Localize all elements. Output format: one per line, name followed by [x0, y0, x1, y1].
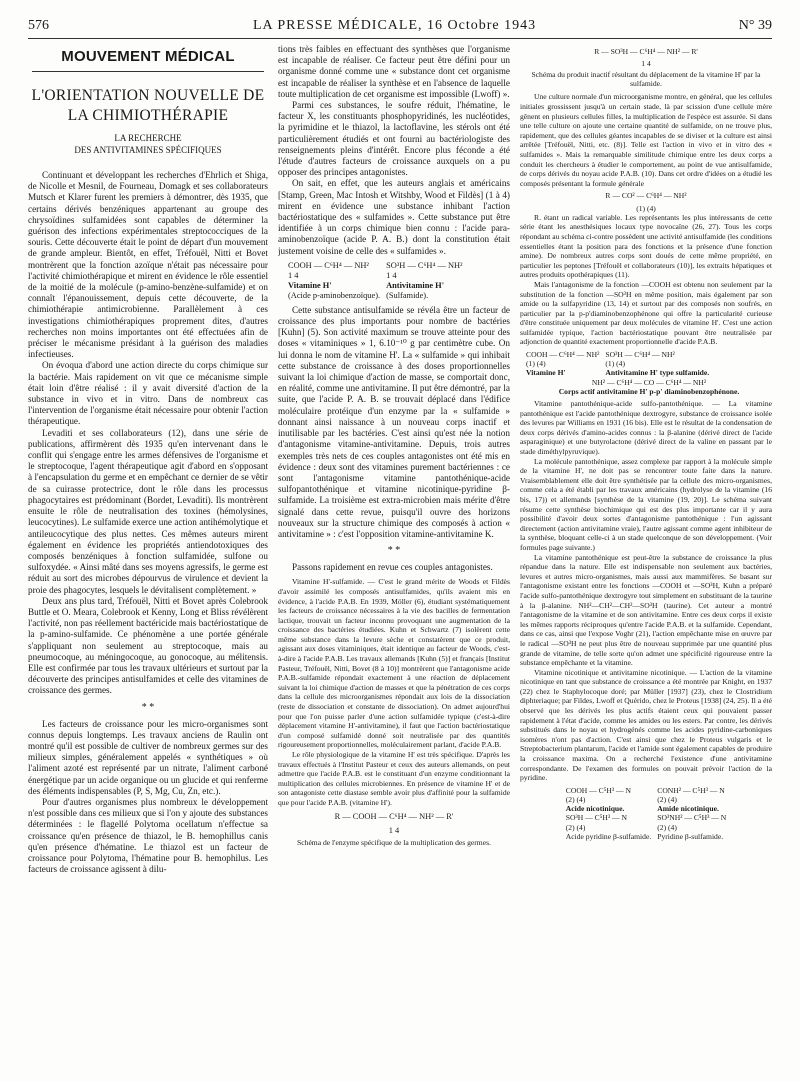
running-header — [28, 18, 772, 38]
formula: COOH — C⁵H³ — N — [565, 785, 632, 795]
formula-block — [288, 261, 510, 301]
header-rule — [28, 38, 772, 39]
formula-block — [526, 786, 772, 841]
formula: SO³NH² — C⁵H³ — N — [657, 813, 727, 823]
formula-index: (1) (4) — [526, 359, 546, 369]
formula: SO³H — C⁵H³ — N — [565, 813, 627, 823]
paragraph: Levaditi et ses collaborateurs (12), dans une série de publications, affirmèrent dès 1935 qu'en intervenant dans le conflit qui s'engage entre les armes défensives de l'organisme et le streptocoque, l'agent thérapeutique agit d'abord en s'opposant à l'encapsulation du germe et en empêchant ce dernier de se vêtir de sa cuirasse protectrice, dont le rôle dans les processus phagocytaires est prédominant (Bordet, Levaditi). Ils montrèrent ensuite le rôle de neutralisation des toxines (hémolysines, leucocytines). Le sulfamide exerce une action antihémolytique et antileucocytique des plus nettes. Ces mêmes auteurs mirent également en évidence les propriétés antiendotoxiques des composés benzéniques à fonction sulfamidée, sulfone ou sulfoxydée. « Ainsi mâté dans ses moyens agressifs, le germe est réduit au sort des microbes dépourvus de virulence et devient la proie des phagocytes, lesquels le dévitalisent complètement. » — [28, 427, 268, 595]
paragraph: Les facteurs de croissance pour les micro-organismes sont connus depuis longtemps. Les travaux anciens de Raulin ont montré qu'il est possible de cultiver de nombreux germes sur des milieux simples, généralement appelés « synthétiques » où l'aliment azoté est représenté par un nitrate, l'aliment carboné énergétique par un acide organique ou un glucide et qui renferme des éléments indispensables (P, S, Mg, Cu, Zn, etc.). — [28, 718, 268, 796]
formula-label: Vitamine H' — [288, 280, 332, 290]
formula-index: (2) (4) — [657, 795, 677, 805]
formula: SO³H — C⁶H⁴ — NH² — [605, 350, 675, 360]
paragraph: Vitamine nicotinique et antivitamine nicotinique. — L'action de la vitamine nicotinique en tant que substance de croissance a été montrée par Knight, en 1937 (22) chez le Staphylocoque doré; par Müller [1937] (23), chez le Clostridium diphteriaque; par Fildes, Lwoff et Quérido, chez le Proteus [1938] (24, 25). Il a été observé que les dérivés les plus actifs étaient ceux qui pouvaient passer rapidement à l'état d'acide, comme les amides ou les esters. Par contre, les dérivés substitués dans le noyau et hydrogénés comme les acides pyridine-carboniques isomères n'ont pas d'action. C'est ainsi que chez le Proteus vulgaris et le Streptobacterium plantarum, l'acide et l'amide sont également capables de produire la croissance maxima. On a recherché l'existence d'une antivitamine correspondante. De l'examen des formules on pouvait prévoir l'action de la pyridine. — [520, 667, 772, 783]
page-number: 576 — [28, 18, 49, 33]
formula-label: Corps actif antivitamine H' p-p' diaminobenzophénone. — [558, 386, 740, 396]
formula: NH² — C⁶H⁴ — CO — C⁶H⁴ — NH² — [591, 377, 707, 387]
section-separator: * * — [387, 545, 401, 557]
paragraph: Vitamine pantothénique-acide sulfo-pantothénique. — La vitamine pantothénique est l'acide pantothénique dextrogyre, substance de croissance isolée des levures par Williams en 1931 (16 bis). Elle est le résultat de la condensation de deux corps dérivés d'amino-acides connus : la β-alanine (dérivé direct de l'acide asparaginique) et une butyrolactone (dérivé direct de la valine en passant par le stade diméthylpyruvique). — [520, 399, 772, 457]
formula: R — CO² — C⁶H⁴ — NH² — [605, 191, 687, 201]
formula-label: Pyridine β-sulfamide. — [657, 831, 724, 841]
paragraph: Parmi ces substances, le soufre réduit, l'hématine, le facteur X, les constituants phosphopyridinés, les nucléotides, la pyrimidine et le thiazol, la lactoflavine, les stérols ont été particulièrement étudiés et ont fourni au bactériologiste des renseignements pleins d'intérêt. Encore plus féconde a été l'étude d'autres facteurs de croissance auxquels on a pu opposer des principes antagonistes. — [278, 100, 510, 178]
paragraph: Mais l'antagonisme de la fonction —COOH est obtenu non seulement par la substitution de la fonction —SO³H en même position, mais également par son amide ou la sulfapyridine (13, 14) et surtout par des composés non soufrés, en particulier par la p-p'diaminobenzophénone qui offre la particularité curieuse d'être constituée uniquement par deux molécules de vitamine H'. C'est une action sulfamidée typique, l'action bactériostatique pouvant être neutralisée par adjonction de quantité exactement proportionnelle d'acide P.A.B. — [520, 279, 772, 347]
paragraph: Continuant et développant les recherches d'Ehrlich et Shiga, de Nicolle et Mesnil, de Fourneau, Domagk et ses collaborateurs Mutsch et Klarer furent les premiers à démontrer, dès 1935, que certains dérivés benzéniques appartenant au groupe des chrysoïdines sulfamidées sont capables de déterminer la guérison des infections expérimentales streptococciques de la souris. Cette découverte était le point de départ d'un mouvement de grande ampleur. Bientôt, en effet, Tréfouël, Nitti et Bovet montrèrent que la fonction azoïque n'était pas nécessaire pour l'activité chimiothérapique et mirent en évidence le rôle essentiel de la moitié de la molécule (p-amino-benzène-sulfamide) et on connaît l'épanouissement, depuis cette découverte, de la chimiothérapie antimicrobienne. Parallèlement à ces investigations chimiothérapiques proprement dites, d'autres recherches non moins importantes ont été effectuées afin de préciser le mécanisme présidant à la guérison des maladies infectieuses. — [28, 170, 268, 360]
formula: R — SO³H — C⁶H⁴ — NH² — R' — [594, 47, 698, 56]
formula-label: Vitamine H' — [526, 368, 566, 378]
paragraph: Le rôle physiologique de la vitamine H' est très spécifique. D'après les travaux effectués à l'Institut Pasteur et ceux des auteurs allemands, on peut admettre que l'acide P.A.B. est le constituant d'un enzyme conditionnant la multiplication des cellules microbiennes. En présence de vitamine H' et de son antagoniste cette diastase semble avoir plus d'affinité pour la sulfamide que pour l'acide P.A.B. (vitamine H'). — [278, 750, 510, 807]
formula-index: (2) (4) — [565, 795, 586, 805]
formula-block — [526, 350, 772, 396]
paragraph: La molécule pantothénique, assez complexe par rapport à la molécule simple de la vitamine H', ne doit pas se rencontrer toute faite dans la nature. Vraisemblablement elle doit être synthétisée par la cellule des micro-organismes, comme cela a été établi par les travaux américains (hydrolyse de la vitamine (16 bis, 17)) et allemands [synthèse de la vitamine (19, 20)]. Le schéma suivant résume cette synthèse biochimique qui est des plus importante car il y aura possibilité d'avoir deux sortes d'antagonisme pantothénique : l'un agissant directement (action antivitamine vraie), l'autre agissant comme agent inhibiteur de la synthèse, bloquant celle-ci à un stade quelconque de son développement. (Voir formules page suivante.) — [520, 456, 772, 552]
formula-caption: Schéma du produit inactif résultant du déplacement de la vitamine H' par la sulfamide. — [531, 70, 761, 89]
paragraph: Cette substance antisulfamide se révéla être un facteur de croissance des plus importants pour nombre de bactéries [Kuhn] (5). Son activité maximum se trouve atteinte pour des doses « vitaminiques » 1, 6.10⁻¹⁰ g par centimètre cube. On lui donna le nom de vitamine H'. La « sulfamide » qui inhibait cette substance de croissance à des doses proportionnelles suivant la loi chimique d'action de masse, se comportait donc, en réalité, comme une antivitamine. Il put être démontré, par la suite, que l'acide P. A. B. se trouvait déplacé dans l'édifice moléculaire protéique d'un enzyme par la « sulfamide » donnant ainsi naissance à un nouveau corps inactif et inutilisable par les bactéries. C'est ainsi qu'est née la notion d'antagonisme vitamine-antivitamine. Depuis, trois autres exemples très nets de ces couples antagonistes ont été mis en évidence : deux sont des vitamines purement bactériennes : ce sont l'antagonisme vitamine pantothénique-acide sulfopantothénique et vitamine nicotinique-pyridine β-sulfamide. La troisième est extra-microbien mais mérite d'être signalé dans cette revue, puisqu'il ouvre des horizons nouveaux sur la structure chimique des composés à action « antivitamine » : c'est l'opposition vitamine-antivitamine K. — [278, 304, 510, 539]
formula-index: (1) (4) — [636, 203, 656, 213]
paragraph: Deux ans plus tard, Tréfouël, Nitti et Bovet après Colebrook Buttle et O. Meara, Colebrook et Kenny, Long et Bliss révélèrent l'activité, non pas réellement bactéricide mais bactériostatique de la p-amino-sulfamide. Ce phénomène a une portée générale s'appliquant non seulement au streptocoque, mais au pneumocoque, au méningocoque, au gonocoque, au mélitensis. Elle est confirmée par tous les travaux ultérieurs et surtout par la découverte des principes antisulfamides et celle des vitamines de croissance des germes. — [28, 595, 268, 696]
formula-index: (1) (4) — [605, 359, 625, 369]
formula: R — COOH — C⁶H⁴ — NH² — R' — [334, 811, 454, 821]
journal-title: LA PRESSE MÉDICALE, 16 Octobre 1943 — [253, 18, 537, 33]
formula-index: 1 4 — [641, 59, 651, 69]
formula-label: (Sulfamide). — [386, 290, 429, 300]
formula-index: 1 4 — [388, 825, 400, 835]
paragraph: On évoqua d'abord une action directe du corps chimique sur la bactérie. Mais rapidement on vit que ce mécanisme simple était loin d'être réalisé : il y avait diversité d'action de la substance in vivo et in vitro. Dans de nombreux cas l'intervention de l'organisme était nécessaire pour obtenir l'action thérapeutique. — [28, 360, 268, 427]
column-1 — [28, 44, 268, 1076]
column-2 — [278, 44, 510, 1076]
formula-label: Acide nicotinique. — [565, 804, 625, 814]
paragraph: Passons rapidement en revue ces couples antagonistes. — [292, 562, 493, 573]
formula-label: Acide pyridine β-sulfamide. — [565, 831, 652, 841]
paragraph: On sait, en effet, que les auteurs anglais et américains [Stamp, Green, Mac Intosh et Witshby, Wood et Fildès] (1 à 4) mirent en évidence une substance inhibant l'action bactériostatique des « sulfamides ». Cette substance put être identifiée à un corps chimique bien connu : l'acide para-aminobenzoïque (acide P. A. B.) dont la constitution était justement voisine de celle des « sulfamides ». — [278, 178, 510, 256]
formula-caption: Schéma de l'enzyme spécifique de la multiplication des germes. — [297, 837, 491, 847]
column-3 — [520, 44, 772, 1076]
formula: CONH² — C⁵H³ — N — [657, 785, 725, 795]
formula: COOH — C⁶H⁴ — NH² — [288, 260, 369, 270]
formula-label: Antivitamine H' — [386, 280, 445, 290]
article-title: L'ORIENTATION NOUVELLE DE LA CHIMIOTHÉRAPIE — [31, 87, 265, 124]
article-subtitle-1: LA RECHERCHE — [114, 133, 182, 143]
formula-label: (Acide p-aminobenzoïque). — [288, 290, 381, 300]
formula-label: Amide nicotinique. — [657, 804, 719, 814]
formula: SO³H — C⁶H⁴ — NH² — [386, 260, 463, 270]
paragraph: Pour d'autres organismes plus nombreux le développement n'est possible dans ces milieux que si l'on y ajoute des substances déterminées : le flagellé Polytoma ocellatum n'effectue sa croissance qu'en présence de thiazol, le B. hemophillus canis qu'en présence d'hématine. Le thiazol est un facteur de croissance pour Polytoma, l'hématine pour B. hemophilus. Les facteurs de croissance agissent à dilu- — [28, 796, 268, 875]
section-separator: * * — [141, 701, 155, 713]
article-subtitle-2: DES ANTIVITAMINES SPÉCIFIQUES — [74, 145, 222, 155]
formula-index: 1 4 — [386, 270, 397, 280]
formula-index: (2) (4) — [565, 822, 586, 832]
paragraph: La vitamine pantothénique est peut-être la substance de croissance la plus répandue dans la nature. Elle est indispensable non seulement aux bactéries, levures et autres micro-organismes, mais aussi aux mammifères. Se basant sur l'antagonisme existant entre les fonctions —COOH et —SO³H, Kuhn a préparé l'acide sulfo-pantothénique dextrogyre tout simplement en substituant de la taurine à la β-alanine. NH²—CH²—CH²—SO³H (taurine). Cet auteur a montré l'antagonisme de la vitamine et de son antivitamine. Entre ces deux corps il existe les mêmes rapports réciproques qu'entre l'acide P.A.B. et la sulfamide. Cependant, dans ce cas, ainsi que l'expose Voghr (21), l'action empêchante mise en œuvre par le radical —SO³H ne peut plus être de nouveau supprimée par une quantité plus grande de vitamine, de telle sorte qu'on admet une spécificité rigoureuse entre la substance empêchante et la vitamine. — [520, 552, 772, 668]
formula-index: (2) (4) — [657, 822, 677, 832]
paragraph: R. étant un radical variable. Les représentants les plus intéressants de cette série étant les anesthésiques locaux type novocaïne (26, 27). Tous les corps répondant au schéma ci-contre possèdent une activité antisulfamide (les conditions essentielles étant la position para des fonctions et la présence d'une fonction amine). De nombreux autres corps sont doués de cette même propriété, en particulier les peptones [Tréfouël et collaborateurs (10)], les extraits hépatiques et autres produits opothérapiques (11). — [520, 212, 772, 280]
section-title: MOUVEMENT MÉDICAL — [61, 48, 235, 65]
paragraph: Vitamine H'-sulfamide. — C'est le grand mérite de Woods et Fildès d'avoir assimilé les composés antisulfamides, qu'ils avaient mis en évidence, à l'acide P.A.B. En 1939, Möller (6), étudiant systématiquement les facteurs de croissance nécessaires à la vie des bacilles de fermentation lactique, trouvait un facteur inconnu provoquant une augmentation de la croissance des bactéries étudiées. Kuhn et Schwartz (7) isolèrent cette même substance dans la levure sèche et constatèrent que ce produit, agissant aux doses vitaminiques, était identique au facteur de Woods, c'est-à-dire à l'acide P.A.B. Les travaux allemands [Kuhn (5)] et français [Institut Pasteur, Tréfouël, Nitti, Bovet (8 à 10)] montrèrent que l'antagonisme acide P.A.B.-sulfamide répondait exactement à une réaction de déplacement suivant la loi chimique d'action de masses et que la pénétration de ces corps dans la cellule des microorganismes répondait aux lois de la dissociation (reste de dissociation et constante de dissociation). On admet aujourd'hui pour que l'on puisse parler d'une action sulfamidée typique (c'est-à-dire déplacement vitamine H'-antivitamine), il faut que l'action bactériostatique d'un composé sulfamidé donné soit neutralisée par des quantités rigoureusement proportionnelles, moléculairement parlant, d'acide P.A.B. — [278, 577, 510, 750]
formula-index: 1 4 — [288, 270, 299, 280]
issue-number: N° 39 — [738, 18, 772, 33]
section-rule — [32, 71, 264, 72]
formula-label: Antivitamine H' type sulfamide. — [605, 368, 710, 378]
formula: COOH — C⁶H⁴ — NH² — [526, 350, 600, 360]
paragraph: tions très faibles en effectuant des synthèses que l'organisme est incapable de réaliser. Ce facteur peut être défini pour un organisme donné comme une « substance dont cet organisme est incapable de réaliser la synthèse et en l'absence de laquelle toute multiplication de cet organisme est impossible (Lwoff) ». — [278, 44, 510, 99]
paragraph: Une culture normale d'un microorganisme montre, en général, que les cellules initiales grossissent jusqu'à un certain stade, là par scission d'une cellule mère gênent en plusieurs cellules filles, la multiplication de l'espèce est assurée. Si dans une telle culture on ajoute une certaine quantité de sulfamide, on ne trouve plus, rapidement, que des cellules géantes incapables de se diviser et la culture est ainsi arrêtée [Tréfouël, Nitti, etc. (8)]. Telle est l'action in vivo et in vitro des « sulfamides ». Mais la remarquable similitude chimique entre les deux corps a conduit les chercheurs à étudier le comportement, au point de vue antisulfamide, de corps dérivés du noyau acide P.A.B. (10). Dans cet ordre d'idées on a étudié les composés présentant la formule générale — [520, 92, 772, 188]
